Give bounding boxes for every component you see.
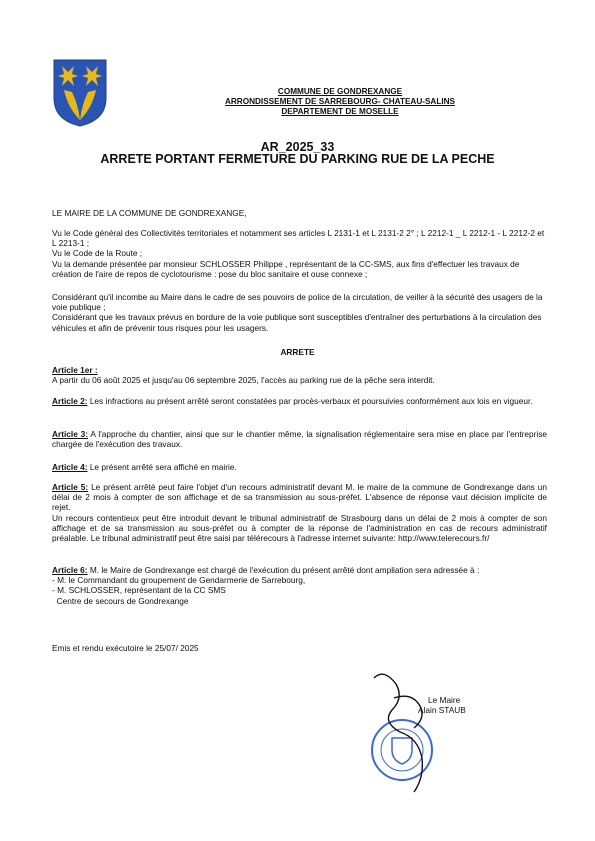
article-label: Article 1er : [52, 365, 98, 375]
commune-coat-of-arms-icon [52, 58, 108, 128]
considerant-paragraph: Considérant qu'il incombe au Maire dans le cadre de ses pouvoirs de police de la circulation, de veiller à la sécurité des usagers de la voie publique ; [52, 292, 543, 313]
article-3 [52, 429, 547, 449]
decree-title: ARRETE PORTANT FERMETURE DU PARKING RUE DE LA PECHE [100, 152, 495, 166]
article-text: Le présent arrêté peut faire l'objet d'un recours administratif devant M. le maire de la commune de Gondrexange dans un délai de 2 mois à compter de son affichage et de sa transmission au sous-préfet. L'absence de réponse vaut décision implicite de rejet. [52, 482, 547, 513]
article-6 [52, 565, 547, 606]
decree-reference: AR_2025_33 [260, 140, 335, 154]
signatory-name: Alain STAUB [418, 705, 466, 715]
article-4 [52, 462, 547, 472]
vu-paragraph: Vu la demande présentée par monsieur SCHLOSSER Philippe , représentant de la CC-SMS, aux fins d'effectuer les travaux de création de l'aire de repos de cyclotourisme : pose du bloc sanitaire et ouse connexe ; [52, 258, 520, 279]
article-text: A l'approche du chantier, ainsi que sur le chantier même, la signalisation réglementaire sera mise en place par l'entreprise chargée de l'exécution des travaux. [52, 429, 547, 450]
article-label: Article 2: [52, 396, 88, 406]
ampliation-item: - M. SCHLOSSER, représentant de la CC SMS [52, 585, 226, 596]
article-text: Le présent arrêté sera affiché en mairie. [87, 462, 237, 472]
article-1 [52, 365, 547, 385]
arrondissement-name: ARRONDISSEMENT DE SARREBOURG- CHATEAU-SALINS [224, 97, 455, 106]
arrete-heading: ARRETE [280, 347, 315, 357]
ampliation-item: - M. le Commandant du groupement de Gendarmerie de Sarrebourg, [52, 575, 306, 586]
article-label: Article 4: [52, 462, 88, 472]
vu-paragraph: Vu le Code général des Collectivités territoriales et notamment ses articles L 2131-1 et L 2131-2 2° ; L 2212-1 _ L 2212-1 - L 2212-2 et L 2213-1 ; [52, 228, 545, 249]
article-label: Article 5: [52, 482, 89, 492]
execution-date: Emis et rendu exécutoire le 25/07/ 2025 [52, 643, 199, 653]
commune-name: COMMUNE DE GONDREXANGE [277, 87, 403, 96]
official-stamp-and-signature-icon [362, 668, 452, 798]
ampliation-item: Centre de secours de Gondrexange [52, 595, 189, 606]
vus-block [52, 228, 547, 279]
considerants-block [52, 292, 547, 333]
article-5 [52, 482, 547, 543]
article-text: Les infractions au présent arrêté seront constatées par procès-verbaux et poursuivies conformément aux lois en vigueur. [87, 396, 533, 406]
article-text: M. le Maire de Gondrexange est chargé de l'exécution du présent arrêté dont ampliation sera adressée à : [87, 565, 480, 575]
administrative-header [160, 87, 520, 117]
considerant-paragraph: Considérant que les travaux prévus en bordure de la voie publique sont susceptibles d'entraîner des perturbations à la circulation des véhicules et afin de prévenir tous risques pour les usagers. [52, 312, 542, 333]
article-label: Article 6: [52, 565, 88, 575]
article-2 [52, 396, 547, 406]
mayor-intro: LE MAIRE DE LA COMMUNE DE GONDREXANGE, [52, 208, 247, 218]
vu-paragraph: Vu le Code de la Route ; [52, 248, 143, 259]
article-label: Article 3: [52, 429, 89, 439]
article-5-recours: Un recours contentieux peut être introduit devant le tribunal administratif de Strasbourg dans un délai de 2 mois à compter de son affichage et de sa transmission au sous-préfet ou à compter de la réponse de l'administration en cas de recours administratif préalable. Le tribunal administratif peut être saisi par télérecours à l'adresse internet suivante: http://www.telerecours.fr/ [52, 512, 547, 544]
signatory-role: Le Maire [428, 695, 461, 705]
article-text: A partir du 06 août 2025 et jusqu'au 06 septembre 2025, l'accès au parking rue de la pêche sera interdit. [52, 375, 435, 386]
departement-name: DEPARTEMENT DE MOSELLE [281, 107, 399, 116]
